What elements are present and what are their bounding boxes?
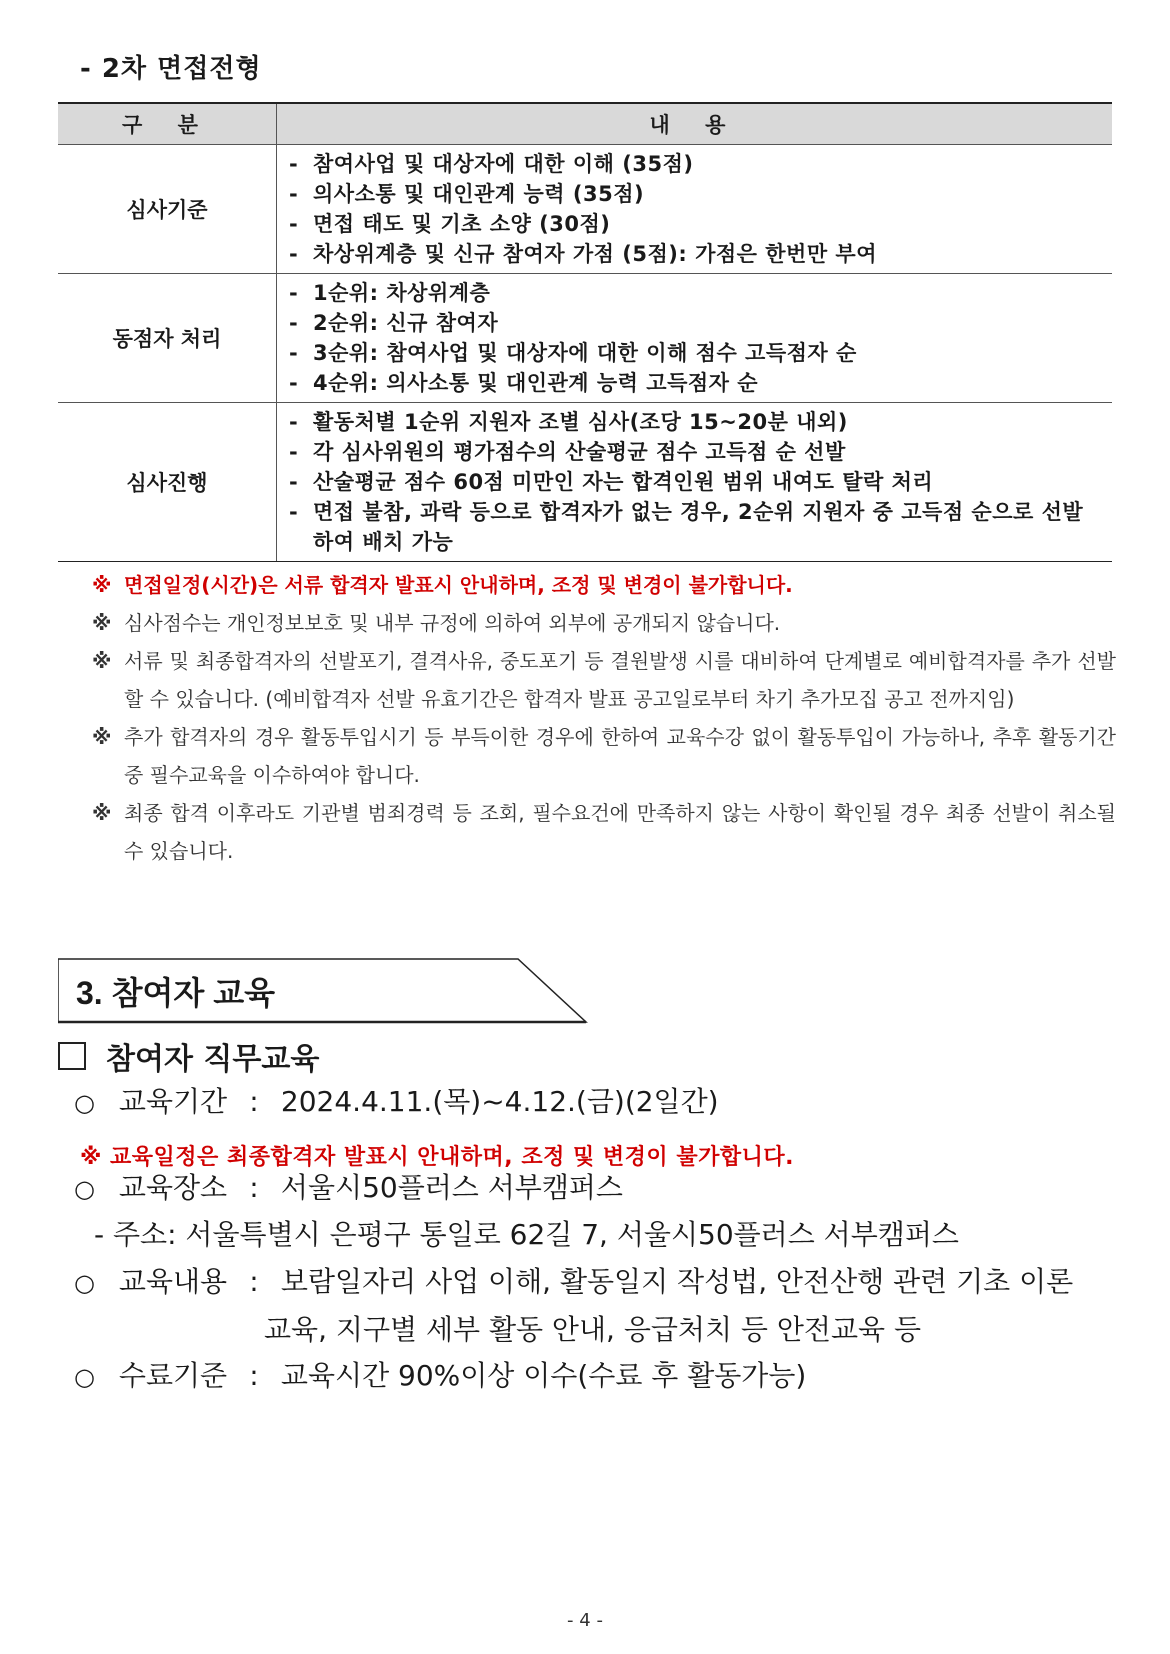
completion-label: 수료기준	[118, 1359, 228, 1392]
dash-marker: -	[289, 440, 299, 464]
education-content	[74, 1262, 1124, 1303]
list-item	[289, 437, 1102, 467]
dash-marker: -	[289, 500, 299, 524]
reference-mark-icon: ※	[92, 801, 112, 825]
list-item-text: 면접 불참, 과락 등으로 합격자가 없는 경우, 2순위 지원자 중 고득점 순으로 선발하여 배치 가능	[313, 500, 1084, 554]
list-item-text: 면접 태도 및 기초 소양 (30점)	[313, 212, 611, 236]
list-item-text: 차상위계층 및 신규 참여자 가점 (5점): 가점은 한번만 부여	[313, 242, 877, 266]
note-item	[92, 718, 1116, 794]
page-number: - 4 -	[567, 1610, 603, 1631]
separator: :	[249, 1359, 259, 1392]
list-item-text: 1순위: 차상위계층	[313, 281, 491, 305]
interview-criteria-table	[58, 102, 1112, 562]
header-content: 내 용	[277, 103, 1113, 145]
dash-marker: -	[289, 182, 299, 206]
row-items	[277, 403, 1113, 562]
bullet-circle-icon: ○	[74, 1269, 95, 1297]
list-item	[289, 368, 1102, 398]
dash-marker: -	[289, 470, 299, 494]
note-item	[92, 604, 1116, 642]
header-category: 구 분	[58, 103, 277, 145]
checkbox-square-icon	[58, 1042, 86, 1070]
reference-mark-icon: ※	[92, 573, 112, 597]
content-line1: 보람일자리 사업 이해, 활동일지 작성법, 안전산행 관련 기초 이론	[280, 1265, 1074, 1298]
note-text: 면접일정(시간)은 서류 합격자 발표시 안내하며, 조정 및 변경이 불가합니다.	[124, 573, 793, 597]
table-row	[58, 403, 1112, 562]
content-label: 교육내용	[118, 1265, 228, 1298]
list-item-text: 3순위: 참여사업 및 대상자에 대한 이해 점수 고득점자 순	[313, 341, 857, 365]
dash-marker: -	[289, 281, 299, 305]
separator: :	[249, 1265, 259, 1298]
row-items	[277, 274, 1113, 403]
reference-mark-icon: ※	[92, 611, 112, 635]
place-value: 서울시50플러스 서부캠퍼스	[280, 1171, 623, 1204]
dash-marker: -	[289, 341, 299, 365]
list-item-text: 참여사업 및 대상자에 대한 이해 (35점)	[313, 152, 694, 176]
completion-value: 교육시간 90%이상 이수(수료 후 활동가능)	[280, 1359, 807, 1392]
dash-marker: -	[289, 410, 299, 434]
separator: :	[249, 1085, 259, 1118]
reference-mark-icon: ※	[92, 725, 112, 749]
section-subtitle: - 2차 면접전형	[80, 54, 262, 84]
education-address: - 주소: 서울특별시 은평구 통일로 62길 7, 서울시50플러스 서부캠퍼스	[94, 1218, 959, 1251]
list-item-text: 의사소통 및 대인관계 능력 (35점)	[313, 182, 645, 206]
row-category: 동점자 처리	[58, 274, 277, 403]
education-place	[74, 1168, 1124, 1209]
schedule-note: ※ 교육일정은 최종합격자 발표시 안내하며, 조정 및 변경이 불가합니다.	[80, 1145, 794, 1170]
period-label: 교육기간	[118, 1085, 228, 1118]
education-completion	[74, 1356, 1124, 1397]
list-item	[289, 209, 1102, 239]
subsection-title-text: 참여자 직무교육	[106, 1042, 320, 1077]
note-item	[92, 642, 1116, 718]
note-text: 최종 합격 이후라도 기관별 범죄경력 등 조회, 필수요건에 만족하지 않는 사항이 확인될 경우 최종 선발이 취소될 수 있습니다.	[124, 801, 1116, 863]
list-item	[289, 149, 1102, 179]
list-item	[289, 179, 1102, 209]
note-item	[92, 794, 1116, 870]
bullet-circle-icon: ○	[74, 1175, 95, 1203]
list-item-text: 산술평균 점수 60점 미만인 자는 합격인원 범위 내여도 탈락 처리	[313, 470, 934, 494]
list-item	[289, 338, 1102, 368]
period-value: 2024.4.11.(목)~4.12.(금)(2일간)	[280, 1085, 719, 1118]
bullet-circle-icon: ○	[74, 1363, 95, 1391]
table-row	[58, 274, 1112, 403]
table-row	[58, 145, 1112, 274]
note-text: 추가 합격자의 경우 활동투입시기 등 부득이한 경우에 한하여 교육수강 없이 활동투입이 가능하나, 추후 활동기간 중 필수교육을 이수하여야 합니다.	[124, 725, 1116, 787]
section-header	[58, 958, 588, 1024]
list-item	[289, 308, 1102, 338]
place-label: 교육장소	[118, 1171, 228, 1204]
education-content-line2: 교육, 지구별 세부 활동 안내, 응급처치 등 안전교육 등	[264, 1313, 922, 1346]
dash-marker: -	[289, 152, 299, 176]
bullet-circle-icon: ○	[74, 1089, 95, 1117]
subsection-title	[58, 1034, 319, 1078]
list-item	[289, 467, 1102, 497]
list-item	[289, 239, 1102, 269]
list-item-text: 4순위: 의사소통 및 대인관계 능력 고득점자 순	[313, 371, 759, 395]
row-category: 심사기준	[58, 145, 277, 274]
education-period	[74, 1082, 1124, 1123]
note-text: 심사점수는 개인정보보호 및 내부 규정에 의하여 외부에 공개되지 않습니다.	[124, 611, 781, 635]
dash-marker: -	[289, 242, 299, 266]
list-item	[289, 497, 1102, 557]
dash-marker: -	[289, 311, 299, 335]
dash-marker: -	[289, 212, 299, 236]
dash-marker: -	[289, 371, 299, 395]
list-item-text: 각 심사위원의 평가점수의 산술평균 점수 고득점 순 선발	[313, 440, 846, 464]
row-items	[277, 145, 1113, 274]
reference-mark-icon: ※	[92, 649, 112, 673]
note-item	[92, 566, 1116, 604]
list-item-text: 2순위: 신규 참여자	[313, 311, 499, 335]
list-item	[289, 407, 1102, 437]
notes-list	[92, 566, 1116, 870]
separator: :	[249, 1171, 259, 1204]
row-category: 심사진행	[58, 403, 277, 562]
list-item-text: 활동처별 1순위 지원자 조별 심사(조당 15~20분 내외)	[313, 410, 848, 434]
section-header-title: 3. 참여자 교육	[76, 975, 276, 1011]
table-header-row	[58, 103, 1112, 145]
list-item	[289, 278, 1102, 308]
note-text: 서류 및 최종합격자의 선발포기, 결격사유, 중도포기 등 결원발생 시를 대비하여 단계별로 예비합격자를 추가 선발할 수 있습니다. (예비합격자 선발 유효기간은 합격자 발표 공고일로부터 차기 추가모집 공고 전까지임)	[124, 649, 1116, 711]
